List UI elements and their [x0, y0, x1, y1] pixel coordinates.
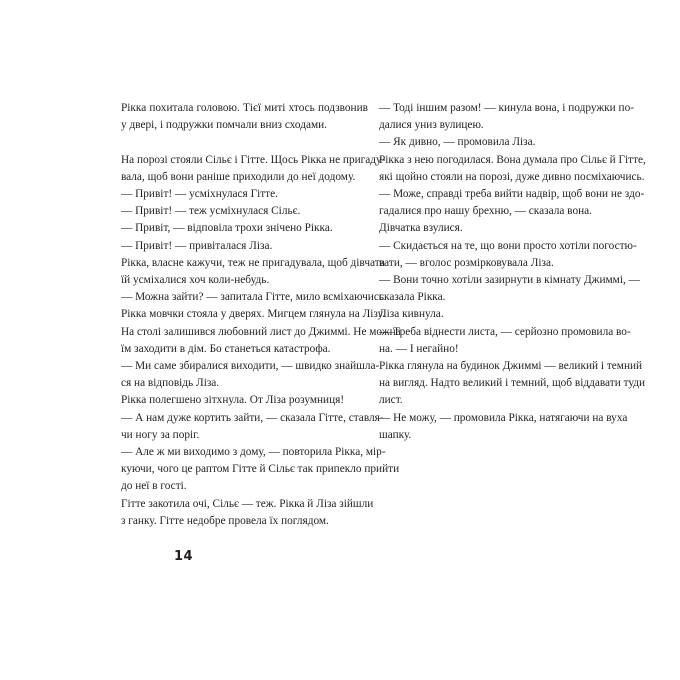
text-line: На порозі стояли Сільє і Гітте. Щось Рікка не пригаду-: [121, 153, 386, 166]
text-line: які щойно стояли на порозі, дуже дивно посміхаючись.: [379, 170, 645, 183]
text-line: на вигляд. Надто великий і темний, щоб віддавати туди: [379, 377, 646, 390]
text-line: лист.: [379, 394, 403, 407]
text-line: Гітте закотила очі, Сільє — теж. Рікка й Ліза зійшли: [121, 497, 374, 510]
text-line: гадалися про нашу брехню, — сказала вона.: [379, 205, 592, 218]
text-line: Ліза кивнула.: [379, 308, 444, 321]
text-line: на. — І негайно!: [379, 342, 459, 355]
text-line: — Треба віднести листа, — серйозно промовила во-: [379, 325, 631, 338]
text-line: у двері, і подружки помчали вниз сходами.: [121, 119, 328, 132]
text-line: — Привіт! — теж усміхнулася Сільє.: [121, 205, 301, 218]
text-line: — Може, справді треба вийти надвір, щоб вони не здо-: [379, 188, 645, 201]
text-line: — Привіт! — привіталася Ліза.: [121, 239, 273, 252]
text-line: їм заходити в дім. Бо станеться катастрофа.: [121, 342, 331, 355]
text-line: На столі залишився любовний лист до Джиммі. Не можна: [121, 325, 401, 338]
text-line: чи ногу за поріг.: [121, 428, 200, 441]
text-line: — Як дивно, — промовила Ліза.: [379, 136, 536, 149]
text-line: вати, — вголос розмірковувала Ліза.: [379, 256, 554, 269]
text-line: Рікка похитала головою. Тієї миті хтось подзвонив: [121, 102, 368, 114]
text-line: шапку.: [379, 428, 412, 441]
text-line: сказала Рікка.: [379, 291, 446, 304]
text-line: вала, щоб вони раніше приходили до неї додому.: [121, 170, 356, 183]
text-line: Рікка полегшено зітхнула. От Ліза розумниця!: [121, 394, 345, 407]
text-line: — Скидається на те, що вони просто хотіли погостю-: [379, 239, 637, 252]
text-line: Рікка, власне кажучи, теж не пригадувала, щоб дівчата: [121, 256, 385, 269]
text-line: — Тоді іншим разом! — кинула вона, і подружки по-: [379, 102, 634, 114]
text-line: — Ми саме збиралися виходити, — швидко знайшла-: [121, 360, 380, 373]
text-line: — А нам дуже кортить зайти, — сказала Гітте, ставля-: [121, 411, 384, 424]
text-line: — Не можу, — промовила Рікка, натягаючи на вуха: [379, 411, 628, 424]
text-line: Рікка мовчки стояла у дверях. Мигцем глянула на Лізу.: [121, 308, 385, 321]
text-line: — Привіт! — усміхнулася Гітте.: [121, 188, 278, 200]
text-line: — Можна зайти? — запитала Гітте, мило всміхаючись.: [121, 291, 387, 304]
text-line: далися униз вулицею.: [379, 119, 484, 132]
right-page-text: [370, 100, 646, 444]
text-line: з ганку. Гітте недобре провела їх поглядом.: [121, 514, 329, 527]
text-line: їй усміхалися хоч коли-небудь.: [121, 274, 270, 287]
text-line: — Привіт, — відповіла трохи знічено Рікка.: [121, 222, 333, 235]
text-line: Дівчатка взулися.: [379, 222, 463, 235]
text-line: — Вони точно хотіли зазирнути в кімнату Джиммі, —: [379, 274, 640, 287]
text-line: куючи, чого це раптом Гітте й Сільє так припекло прийти: [121, 463, 400, 476]
text-line: ся на відповідь Ліза.: [121, 377, 220, 390]
text-line: Рікка глянула на будинок Джиммі — великий і темний: [379, 360, 643, 373]
text-line: Рікка з нею погодилася. Вона думала про Сільє й Гітте,: [379, 153, 646, 166]
page-number: 14: [174, 549, 194, 564]
text-line: — Але ж ми виходимо з дому, — повторила Рікка, мір-: [121, 446, 386, 459]
text-line: до неї в гості.: [121, 480, 187, 493]
paragraph-gap: [112, 134, 368, 151]
